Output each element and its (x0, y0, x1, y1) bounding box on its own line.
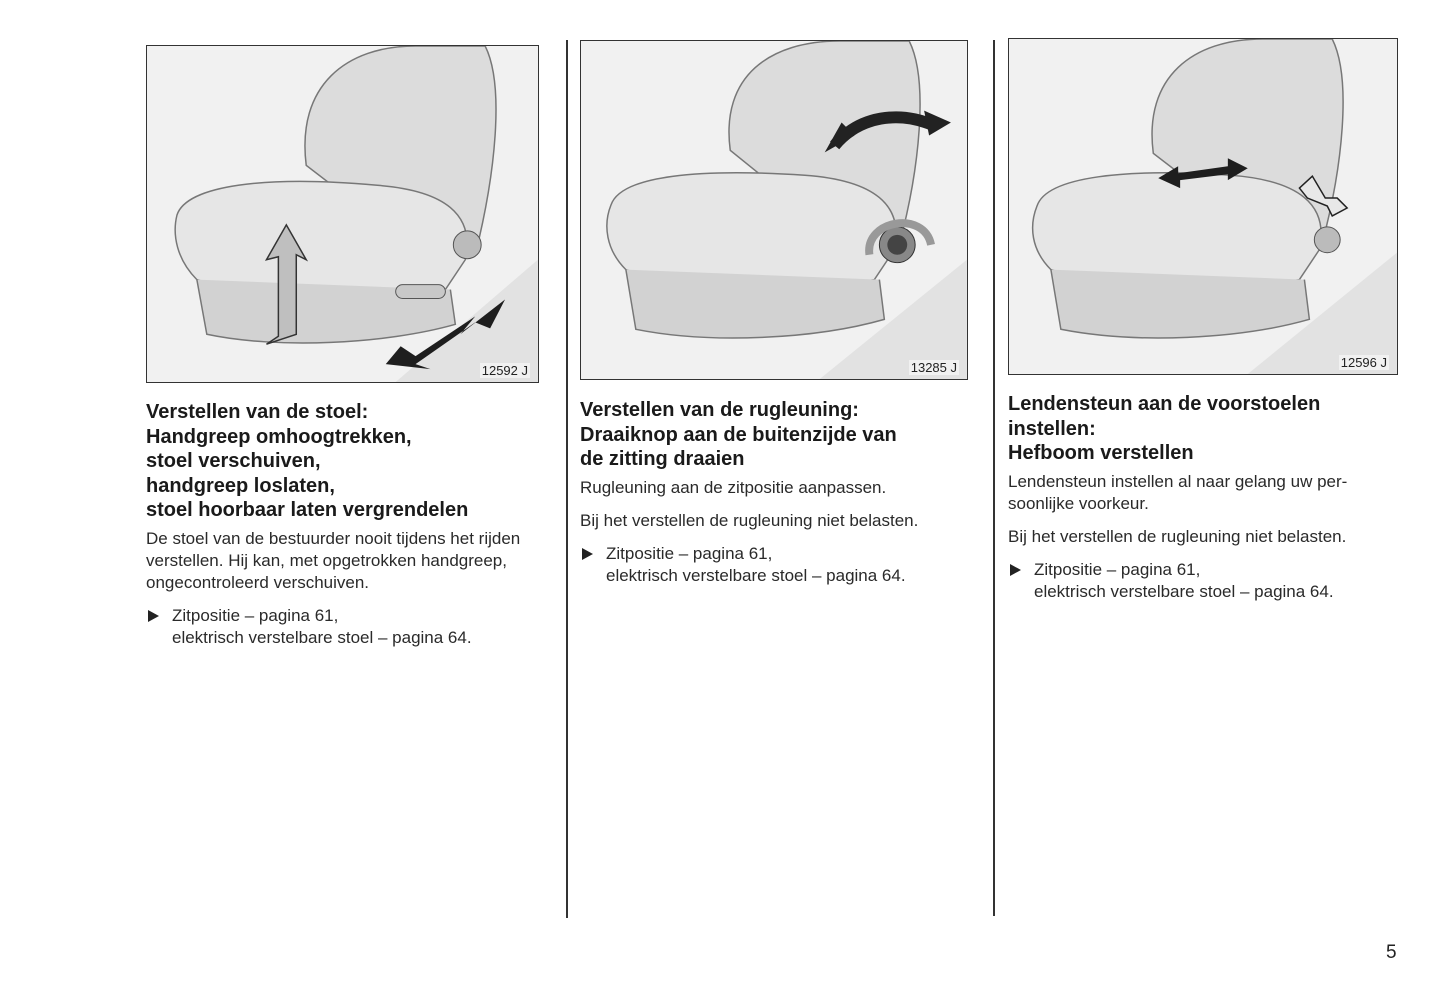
arrow-right-icon (148, 610, 159, 622)
body-paragraph: Lendensteun instellen al naar gelang uw per-soonlijke voorkeur. (1008, 471, 1348, 513)
reference-line: Zitpositie – pagina 61, (606, 543, 773, 563)
figure-code: 13285 J (910, 360, 957, 375)
body-paragraph: Bij het verstellen de rugleuning niet belasten. (1008, 526, 1347, 546)
seat-illustration (147, 46, 538, 382)
arrow-right-icon (582, 548, 593, 560)
arrow-right-icon (1010, 564, 1021, 576)
seat-figure-1 (146, 45, 539, 383)
seat-figure-3 (1008, 38, 1398, 375)
column-divider (566, 40, 568, 918)
heading-line: Verstellen van de rugleuning: (580, 399, 859, 421)
page-reference (146, 605, 541, 649)
heading-line: Hefboom verstellen (1008, 442, 1194, 464)
heading-line: de zitting draaien (580, 448, 745, 470)
heading-line: handgreep loslaten, (146, 474, 335, 497)
section-seat-adjust (146, 45, 541, 649)
reference-line: elektrisch verstelbare stoel – pagina 64. (172, 627, 472, 647)
section-lumbar-support (1008, 38, 1398, 603)
heading-line: Lendensteun aan de voorstoelen (1008, 393, 1321, 415)
section-backrest-adjust (580, 40, 970, 587)
heading-line: Verstellen van de stoel: (146, 401, 369, 423)
figure-code: 12592 J (481, 363, 528, 378)
page-reference (1008, 559, 1398, 603)
reference-line: Zitpositie – pagina 61, (172, 605, 339, 625)
reference-line: Zitpositie – pagina 61, (1034, 559, 1201, 579)
section-heading (580, 398, 970, 472)
heading-line: Handgreep omhoogtrekken, (146, 425, 412, 448)
reference-line: elektrisch verstelbare stoel – pagina 64. (1034, 581, 1334, 601)
body-paragraph: De stoel van de bestuurder nooit tijdens het rijden verstellen. Hij kan, met opgetrokken handgreep, ongecontroleerd verschuiven. (146, 528, 521, 592)
reference-line: elektrisch verstelbare stoel – pagina 64. (606, 565, 906, 585)
page-reference (580, 543, 970, 587)
body-paragraph: Bij het verstellen de rugleuning niet belasten. (580, 510, 919, 530)
seat-illustration (581, 41, 967, 379)
column-divider (993, 40, 995, 916)
heading-line: stoel verschuiven, (146, 450, 321, 472)
seat-illustration (1009, 39, 1397, 374)
body-paragraph: Rugleuning aan de zitpositie aanpassen. (580, 477, 887, 497)
section-heading (146, 400, 541, 523)
seat-figure-2 (580, 40, 968, 380)
figure-code: 12596 J (1340, 355, 1387, 370)
page-number: 5 (1386, 942, 1397, 963)
section-heading (1008, 392, 1398, 466)
heading-line: Draaiknop aan de buitenzijde van (580, 423, 897, 446)
heading-line: stoel hoorbaar laten vergrendelen (146, 499, 469, 521)
heading-line: instellen: (1008, 417, 1096, 440)
